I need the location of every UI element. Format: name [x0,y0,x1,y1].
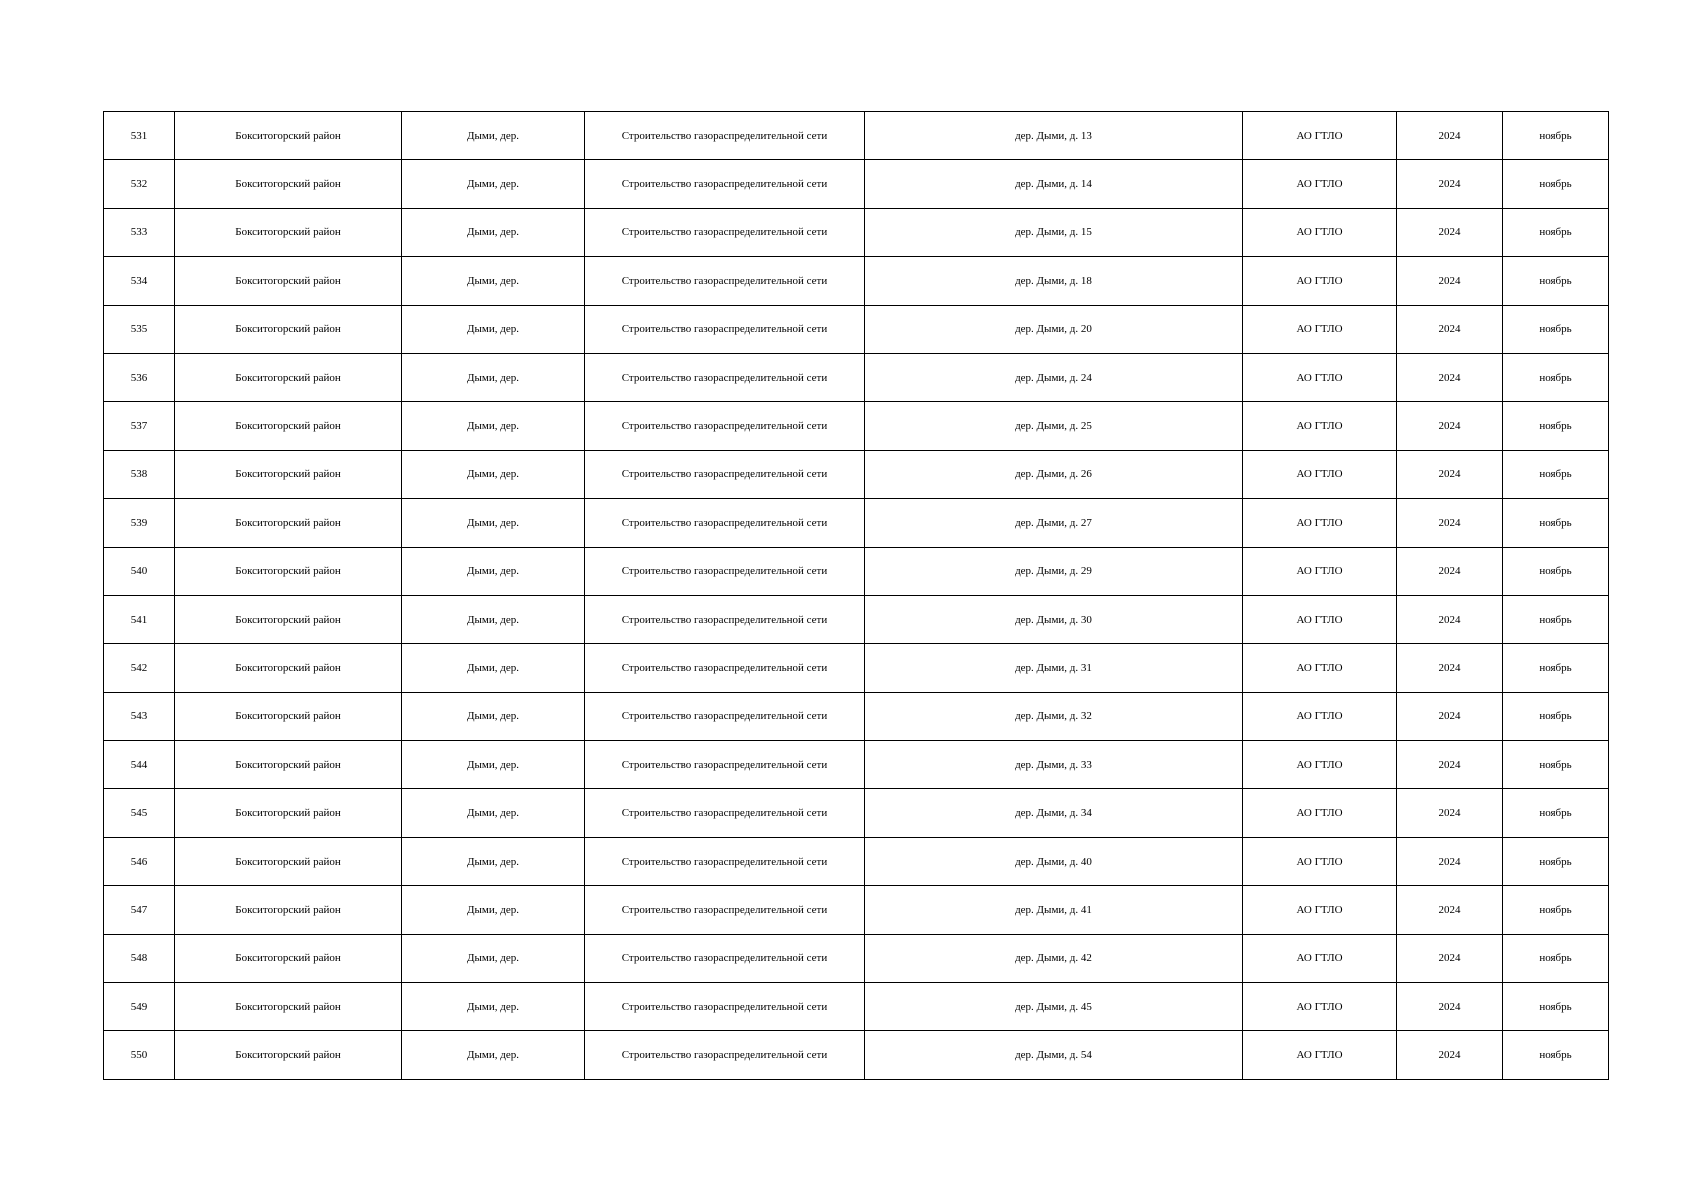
work-type-cell: Строительство газораспределительной сети [585,983,865,1031]
organization-cell: АО ГТЛО [1243,934,1397,982]
settlement-cell: Дыми, дер. [402,402,585,450]
row-number-cell: 531 [104,112,175,160]
row-number-cell: 536 [104,353,175,401]
address-cell: дер. Дыми, д. 27 [865,499,1243,547]
table-row [104,886,1609,934]
year-cell: 2024 [1397,886,1503,934]
month-cell: ноябрь [1503,547,1609,595]
year-cell: 2024 [1397,208,1503,256]
address-cell: дер. Дыми, д. 31 [865,644,1243,692]
district-cell: Бокситогорский район [175,789,402,837]
address-cell: дер. Дыми, д. 13 [865,112,1243,160]
work-type-cell: Строительство газораспределительной сети [585,208,865,256]
district-cell: Бокситогорский район [175,112,402,160]
district-cell: Бокситогорский район [175,837,402,885]
table-row [104,305,1609,353]
settlement-cell: Дыми, дер. [402,547,585,595]
table-row [104,208,1609,256]
table-row [104,160,1609,208]
month-cell: ноябрь [1503,595,1609,643]
table-row [104,1031,1609,1079]
organization-cell: АО ГТЛО [1243,402,1397,450]
table-row [104,112,1609,160]
address-cell: дер. Дыми, д. 45 [865,983,1243,1031]
settlement-cell: Дыми, дер. [402,257,585,305]
work-type-cell: Строительство газораспределительной сети [585,305,865,353]
address-cell: дер. Дыми, д. 26 [865,450,1243,498]
district-cell: Бокситогорский район [175,692,402,740]
address-cell: дер. Дыми, д. 14 [865,160,1243,208]
table-row [104,837,1609,885]
district-cell: Бокситогорский район [175,208,402,256]
table-row [104,934,1609,982]
month-cell: ноябрь [1503,450,1609,498]
address-cell: дер. Дыми, д. 34 [865,789,1243,837]
address-cell: дер. Дыми, д. 18 [865,257,1243,305]
address-cell: дер. Дыми, д. 32 [865,692,1243,740]
organization-cell: АО ГТЛО [1243,886,1397,934]
work-type-cell: Строительство газораспределительной сети [585,789,865,837]
table-row [104,789,1609,837]
work-type-cell: Строительство газораспределительной сети [585,595,865,643]
month-cell: ноябрь [1503,741,1609,789]
table-body [104,112,1609,1080]
work-type-cell: Строительство газораспределительной сети [585,1031,865,1079]
row-number-cell: 548 [104,934,175,982]
row-number-cell: 546 [104,837,175,885]
district-cell: Бокситогорский район [175,886,402,934]
address-cell: дер. Дыми, д. 41 [865,886,1243,934]
organization-cell: АО ГТЛО [1243,1031,1397,1079]
organization-cell: АО ГТЛО [1243,644,1397,692]
table-row [104,595,1609,643]
row-number-cell: 540 [104,547,175,595]
address-cell: дер. Дыми, д. 24 [865,353,1243,401]
row-number-cell: 543 [104,692,175,740]
year-cell: 2024 [1397,692,1503,740]
row-number-cell: 544 [104,741,175,789]
organization-cell: АО ГТЛО [1243,547,1397,595]
settlement-cell: Дыми, дер. [402,692,585,740]
year-cell: 2024 [1397,595,1503,643]
month-cell: ноябрь [1503,837,1609,885]
work-type-cell: Строительство газораспределительной сети [585,547,865,595]
work-type-cell: Строительство газораспределительной сети [585,353,865,401]
organization-cell: АО ГТЛО [1243,450,1397,498]
settlement-cell: Дыми, дер. [402,983,585,1031]
table-row [104,644,1609,692]
district-cell: Бокситогорский район [175,934,402,982]
year-cell: 2024 [1397,305,1503,353]
organization-cell: АО ГТЛО [1243,499,1397,547]
organization-cell: АО ГТЛО [1243,692,1397,740]
work-type-cell: Строительство газораспределительной сети [585,499,865,547]
table-row [104,499,1609,547]
table-row [104,692,1609,740]
address-cell: дер. Дыми, д. 33 [865,741,1243,789]
district-cell: Бокситогорский район [175,983,402,1031]
organization-cell: АО ГТЛО [1243,837,1397,885]
month-cell: ноябрь [1503,789,1609,837]
district-cell: Бокситогорский район [175,305,402,353]
settlement-cell: Дыми, дер. [402,112,585,160]
month-cell: ноябрь [1503,353,1609,401]
address-cell: дер. Дыми, д. 20 [865,305,1243,353]
address-cell: дер. Дыми, д. 25 [865,402,1243,450]
settlement-cell: Дыми, дер. [402,886,585,934]
address-cell: дер. Дыми, д. 54 [865,1031,1243,1079]
work-type-cell: Строительство газораспределительной сети [585,160,865,208]
settlement-cell: Дыми, дер. [402,837,585,885]
table-row [104,353,1609,401]
settlement-cell: Дыми, дер. [402,741,585,789]
row-number-cell: 539 [104,499,175,547]
month-cell: ноябрь [1503,692,1609,740]
district-cell: Бокситогорский район [175,450,402,498]
year-cell: 2024 [1397,450,1503,498]
district-cell: Бокситогорский район [175,1031,402,1079]
work-type-cell: Строительство газораспределительной сети [585,450,865,498]
month-cell: ноябрь [1503,644,1609,692]
settlement-cell: Дыми, дер. [402,305,585,353]
gasification-schedule-table [103,111,1609,1080]
table-row [104,983,1609,1031]
year-cell: 2024 [1397,741,1503,789]
settlement-cell: Дыми, дер. [402,789,585,837]
work-type-cell: Строительство газораспределительной сети [585,741,865,789]
year-cell: 2024 [1397,499,1503,547]
settlement-cell: Дыми, дер. [402,934,585,982]
organization-cell: АО ГТЛО [1243,160,1397,208]
row-number-cell: 547 [104,886,175,934]
work-type-cell: Строительство газораспределительной сети [585,934,865,982]
year-cell: 2024 [1397,934,1503,982]
district-cell: Бокситогорский район [175,644,402,692]
work-type-cell: Строительство газораспределительной сети [585,837,865,885]
organization-cell: АО ГТЛО [1243,208,1397,256]
address-cell: дер. Дыми, д. 42 [865,934,1243,982]
district-cell: Бокситогорский район [175,547,402,595]
year-cell: 2024 [1397,257,1503,305]
year-cell: 2024 [1397,644,1503,692]
settlement-cell: Дыми, дер. [402,499,585,547]
row-number-cell: 549 [104,983,175,1031]
month-cell: ноябрь [1503,402,1609,450]
year-cell: 2024 [1397,112,1503,160]
organization-cell: АО ГТЛО [1243,112,1397,160]
year-cell: 2024 [1397,547,1503,595]
table-row [104,402,1609,450]
row-number-cell: 535 [104,305,175,353]
settlement-cell: Дыми, дер. [402,644,585,692]
settlement-cell: Дыми, дер. [402,208,585,256]
year-cell: 2024 [1397,983,1503,1031]
address-cell: дер. Дыми, д. 30 [865,595,1243,643]
settlement-cell: Дыми, дер. [402,450,585,498]
year-cell: 2024 [1397,1031,1503,1079]
year-cell: 2024 [1397,789,1503,837]
work-type-cell: Строительство газораспределительной сети [585,692,865,740]
year-cell: 2024 [1397,160,1503,208]
district-cell: Бокситогорский район [175,353,402,401]
year-cell: 2024 [1397,402,1503,450]
organization-cell: АО ГТЛО [1243,789,1397,837]
row-number-cell: 534 [104,257,175,305]
table-row [104,547,1609,595]
district-cell: Бокситогорский район [175,499,402,547]
table-row [104,257,1609,305]
district-cell: Бокситогорский район [175,595,402,643]
organization-cell: АО ГТЛО [1243,257,1397,305]
month-cell: ноябрь [1503,886,1609,934]
work-type-cell: Строительство газораспределительной сети [585,644,865,692]
work-type-cell: Строительство газораспределительной сети [585,886,865,934]
month-cell: ноябрь [1503,499,1609,547]
settlement-cell: Дыми, дер. [402,1031,585,1079]
organization-cell: АО ГТЛО [1243,741,1397,789]
month-cell: ноябрь [1503,1031,1609,1079]
district-cell: Бокситогорский район [175,741,402,789]
settlement-cell: Дыми, дер. [402,595,585,643]
district-cell: Бокситогорский район [175,402,402,450]
address-cell: дер. Дыми, д. 29 [865,547,1243,595]
table-row [104,450,1609,498]
row-number-cell: 538 [104,450,175,498]
row-number-cell: 550 [104,1031,175,1079]
organization-cell: АО ГТЛО [1243,595,1397,643]
district-cell: Бокситогорский район [175,160,402,208]
month-cell: ноябрь [1503,112,1609,160]
row-number-cell: 541 [104,595,175,643]
organization-cell: АО ГТЛО [1243,983,1397,1031]
row-number-cell: 542 [104,644,175,692]
settlement-cell: Дыми, дер. [402,353,585,401]
address-cell: дер. Дыми, д. 15 [865,208,1243,256]
month-cell: ноябрь [1503,208,1609,256]
row-number-cell: 537 [104,402,175,450]
district-cell: Бокситогорский район [175,257,402,305]
month-cell: ноябрь [1503,305,1609,353]
settlement-cell: Дыми, дер. [402,160,585,208]
year-cell: 2024 [1397,353,1503,401]
month-cell: ноябрь [1503,983,1609,1031]
row-number-cell: 533 [104,208,175,256]
address-cell: дер. Дыми, д. 40 [865,837,1243,885]
row-number-cell: 532 [104,160,175,208]
work-type-cell: Строительство газораспределительной сети [585,402,865,450]
month-cell: ноябрь [1503,160,1609,208]
row-number-cell: 545 [104,789,175,837]
work-type-cell: Строительство газораспределительной сети [585,257,865,305]
month-cell: ноябрь [1503,934,1609,982]
work-type-cell: Строительство газораспределительной сети [585,112,865,160]
organization-cell: АО ГТЛО [1243,353,1397,401]
month-cell: ноябрь [1503,257,1609,305]
table-row [104,741,1609,789]
year-cell: 2024 [1397,837,1503,885]
organization-cell: АО ГТЛО [1243,305,1397,353]
